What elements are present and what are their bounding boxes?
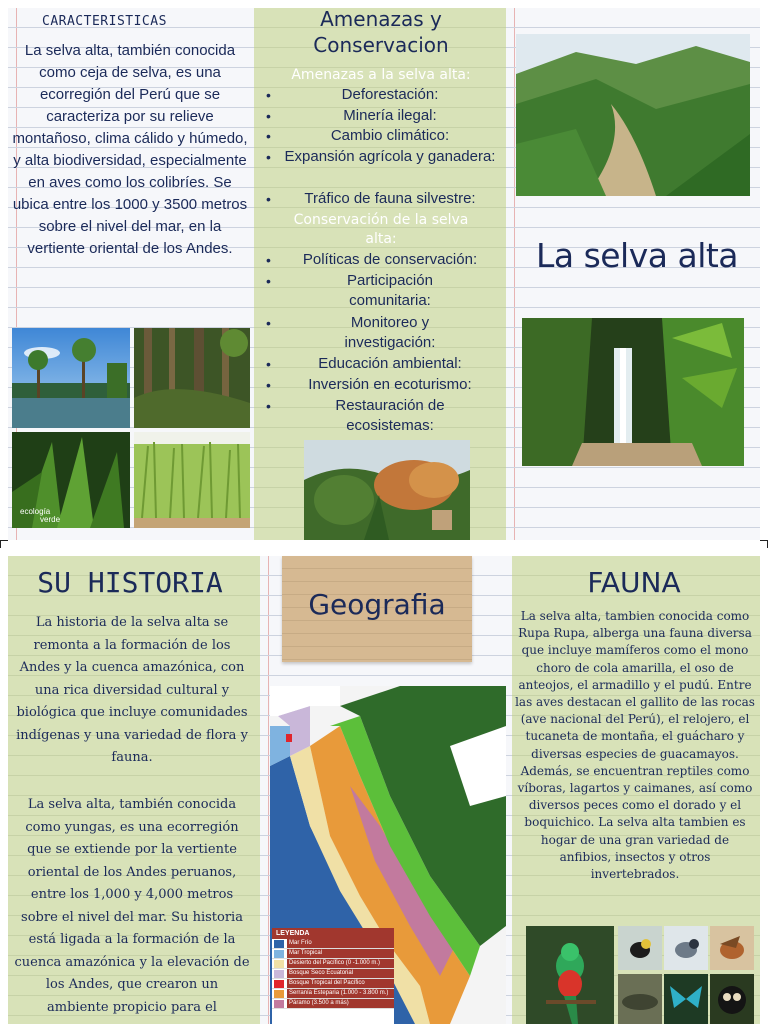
roots-forest-image (134, 328, 250, 428)
conservation-item (262, 313, 502, 353)
legend-row (272, 969, 394, 979)
conservation-item (262, 375, 502, 395)
legend-row (272, 999, 394, 1009)
legend-label: Mar Tropical (287, 949, 394, 958)
fauna-title: FAUNA (587, 566, 681, 599)
historia-paragraph-1: La historia de la selva alta se remonta a la formación de los Andes y la cuenca amazónica, con una rica diversidad cultural y biológica que incluye comunidades indígenas y una variedad de flora y fauna. (16, 615, 248, 765)
fern-image (12, 432, 130, 528)
threat-item (262, 126, 502, 146)
conservation-text: Inversión en ecoturismo: (308, 376, 472, 393)
legend-label: Mar Frío (287, 939, 394, 948)
legend-label: Serranía Esteparia (1.000 - 3.800 m.) (287, 989, 394, 998)
threat-text: Expansión agrícola y ganadera: (284, 148, 496, 165)
map-legend (272, 928, 394, 1024)
watermark-line1: ecología (20, 507, 51, 516)
legend-swatch (274, 990, 284, 998)
threat-item (262, 189, 502, 209)
historia-paragraph-2: La selva alta, también conocida como yungas, es una ecorregión que se extiende por la vertiente oriental de los Andes peruanos, entre los 1,000 y 4,000 metros sobre el nivel del mar. Su historia está ligada a la formación de la cuenca amazónica y la elevación de los Andes, que crearon un ambiente propicio para el (14, 797, 250, 1015)
bullet-dot: • (266, 252, 271, 268)
threat-item (262, 85, 502, 105)
bullet-dot: • (266, 398, 271, 414)
legend-label: Páramo (3.500 a más) (287, 999, 394, 1008)
bird-thumbnail (618, 926, 662, 970)
legend-swatch (274, 1000, 284, 1008)
ecologia-verde-watermark (20, 508, 60, 524)
reptile-thumbnail (618, 974, 662, 1024)
conservation-item (262, 396, 502, 436)
historia-title: SU HISTORIA (37, 566, 223, 599)
bullet-dot: • (266, 87, 271, 103)
mountain-valley-image (516, 34, 750, 196)
threat-text: Cambio climático: (330, 127, 450, 144)
conservation-heading: Conservación de la selva alta: (293, 212, 469, 247)
bullet-dot: • (266, 356, 271, 372)
bullet-dot: • (266, 273, 271, 289)
legend-label: Bosque Seco Ecuatorial (287, 969, 394, 978)
fauna-body: La selva alta, tambien conocida como Rupa Rupa, alberga una fauna diversa que incluye mamíferos como el mono choro de cola amarilla, el oso de anteojos, el armadillo y el pudú. Entre las aves destacan el gallito de las rocas (ave nacional del Perú), el relojero, el tucaneta de montaña, el guácharo y diversas especies de guacamayos. Además, se encuentran reptiles como víboras, lagartos y caimanes, así como diversos peces como el dorado y el boquichico. La selva alta tambien es hogar de una gran variedad de anfibios, insectos y otros invertebrados. (515, 609, 755, 882)
legend-label: Bosque Tropical del Pacífico (287, 979, 394, 988)
bullet-dot: • (266, 315, 271, 331)
bear-thumbnail (710, 974, 754, 1024)
caracteristicas-body: La selva alta, también conocida como ceja de selva, es una ecorregión del Perú que se caracteriza por su relieve montañoso, clima cálido y húmedo, y alta biodiversidad, especialmente en aves como los colibríes. Se ubica entre los 1000 y 3500 metros sobre el nivel del mar, en la vertiente oriental de los Andes. (12, 42, 248, 257)
legend-label: Desierto del Pacífico (0 -1.000 m.) (287, 959, 394, 968)
geografia-title: Geografia (308, 588, 446, 621)
bullet-dot: • (266, 149, 271, 165)
crop-mark (760, 540, 768, 548)
amenazas-title-line1: Amenazas y (320, 7, 442, 31)
bullet-dot: • (266, 377, 271, 393)
legend-swatch (274, 970, 284, 978)
legend-row (272, 959, 394, 969)
threats-heading: Amenazas a la selva alta: (291, 67, 471, 83)
amenazas-title (258, 6, 504, 58)
conservation-item (262, 354, 502, 374)
grass-image (134, 432, 250, 528)
watermark-line2: verde (40, 515, 61, 524)
threat-item (262, 106, 502, 126)
legend-swatch (274, 960, 284, 968)
conservation-item (262, 271, 502, 311)
caracteristicas-title: CARACTERISTICAS (42, 14, 167, 29)
bullet-dot: • (266, 128, 271, 144)
crop-mark (0, 540, 8, 548)
conservation-text: Participación comunitaria: (347, 272, 433, 309)
legend-swatch (274, 940, 284, 948)
quetzal-bird-image (526, 926, 614, 1024)
legend-row (272, 989, 394, 999)
legend-title: LEYENDA (272, 928, 394, 939)
waterfall-image (522, 318, 744, 466)
conservation-text: Restauración de ecosistemas: (335, 397, 445, 434)
legend-row (272, 939, 394, 949)
conservation-text: Educación ambiental: (318, 355, 462, 372)
bird-thumbnail (664, 926, 708, 970)
butterfly-thumbnail (664, 974, 708, 1024)
brochure-title: La selva alta (535, 236, 739, 275)
legend-row (272, 979, 394, 989)
threat-text: Deforestación: (341, 86, 439, 103)
threat-item (262, 147, 502, 167)
threat-text: Tráfico de fauna silvestre: (304, 190, 476, 207)
threat-text: Minería ilegal: (343, 107, 437, 124)
amenazas-title-line2: Conservacion (313, 33, 449, 57)
legend-row (272, 949, 394, 959)
conservation-item (262, 250, 502, 270)
conservation-text: Políticas de conservación: (302, 251, 478, 268)
forest-fire-image (304, 440, 470, 540)
bullet-dot: • (266, 191, 271, 207)
legend-swatch (274, 980, 284, 988)
bird-thumbnail (710, 926, 754, 970)
bullet-dot: • (266, 108, 271, 124)
river-jungle-image (12, 328, 130, 428)
conservation-text: Monitoreo y investigación: (344, 314, 436, 351)
legend-swatch (274, 950, 284, 958)
